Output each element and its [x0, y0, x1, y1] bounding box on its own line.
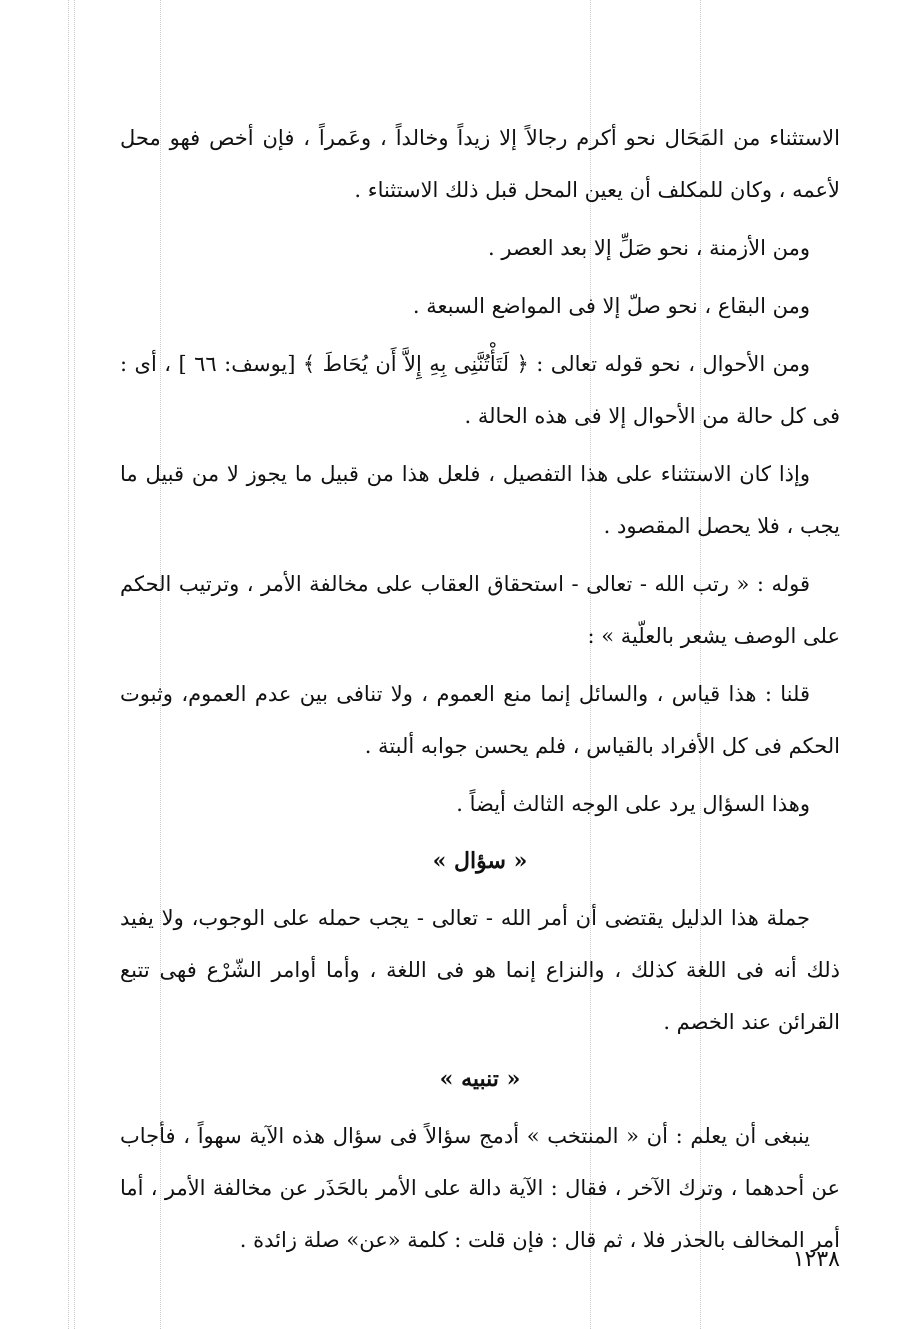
section-heading-question: « سؤال » — [432, 848, 528, 874]
section-heading-note: « تنبيه » — [439, 1066, 521, 1092]
paragraph: وإذا كان الاستثناء على هذا التفصيل ، فلعل هذا من قبيل ما يجوز لا من قبيل ما يجب ، فلا يحصل المقصود . — [120, 462, 840, 538]
page-number: ١٢٣٨ — [792, 1247, 840, 1272]
scan-artifact-line — [74, 0, 75, 1329]
paragraph: ينبغى أن يعلم : أن « المنتخب » أدمج سؤالاً فى سؤال هذه الآية سهواً ، فأجاب عن أحدهما ، وترك الآخر ، فقال : الآية دالة على الأمر بالحَذَر عن مخالفة الأمر ، أما أمر المخالف بالحذر فلا ، ثم قال : فإن قلت : كلمة «عن» صلة زائدة . — [120, 1124, 840, 1252]
paragraph: الاستثناء من المَحَال نحو أكرم رجالاً إلا زيداً وخالداً ، وعَمراً ، فإن أخص فهو محل لأعمه ، وكان للمكلف أن يعين المحل قبل ذلك الاستثناء . — [120, 126, 840, 202]
body-text — [120, 112, 840, 1272]
paragraph: قوله : « رتب الله - تعالى - استحقاق العقاب على مخالفة الأمر ، وترتيب الحكم على الوصف يشعر بالعلّية » : — [120, 572, 840, 648]
scan-artifact-line — [68, 0, 69, 1329]
paragraph: جملة هذا الدليل يقتضى أن أمر الله - تعالى - يجب حمله على الوجوب، ولا يفيد ذلك أنه فى اللغة كذلك ، والنزاع إنما هو فى اللغة ، وأما أوامر الشّرْع فهى تتبع القرائن عند الخصم . — [120, 906, 840, 1034]
paragraph: ومن الأزمنة ، نحو صَلِّ إلا بعد العصر . — [488, 236, 810, 260]
paragraph: ومن البقاع ، نحو صلّ إلا فى المواضع السبعة . — [412, 294, 810, 318]
paragraph: ومن الأحوال ، نحو قوله تعالى : ﴿ لَتَأْتُنَّنِى بِهِ إِلاَّ أَن يُحَاطَ ﴾ [يوسف: ٦٦ ] ، أى : فى كل حالة من الأحوال إلا فى هذه الحالة . — [120, 352, 840, 428]
paragraph: قلنا : هذا قياس ، والسائل إنما منع العموم ، ولا تنافى بين عدم العموم، وثبوت الحكم فى كل الأفراد بالقياس ، فلم يحسن جوابه ألبتة . — [120, 682, 840, 758]
paragraph: وهذا السؤال يرد على الوجه الثالث أيضاً . — [456, 792, 810, 816]
